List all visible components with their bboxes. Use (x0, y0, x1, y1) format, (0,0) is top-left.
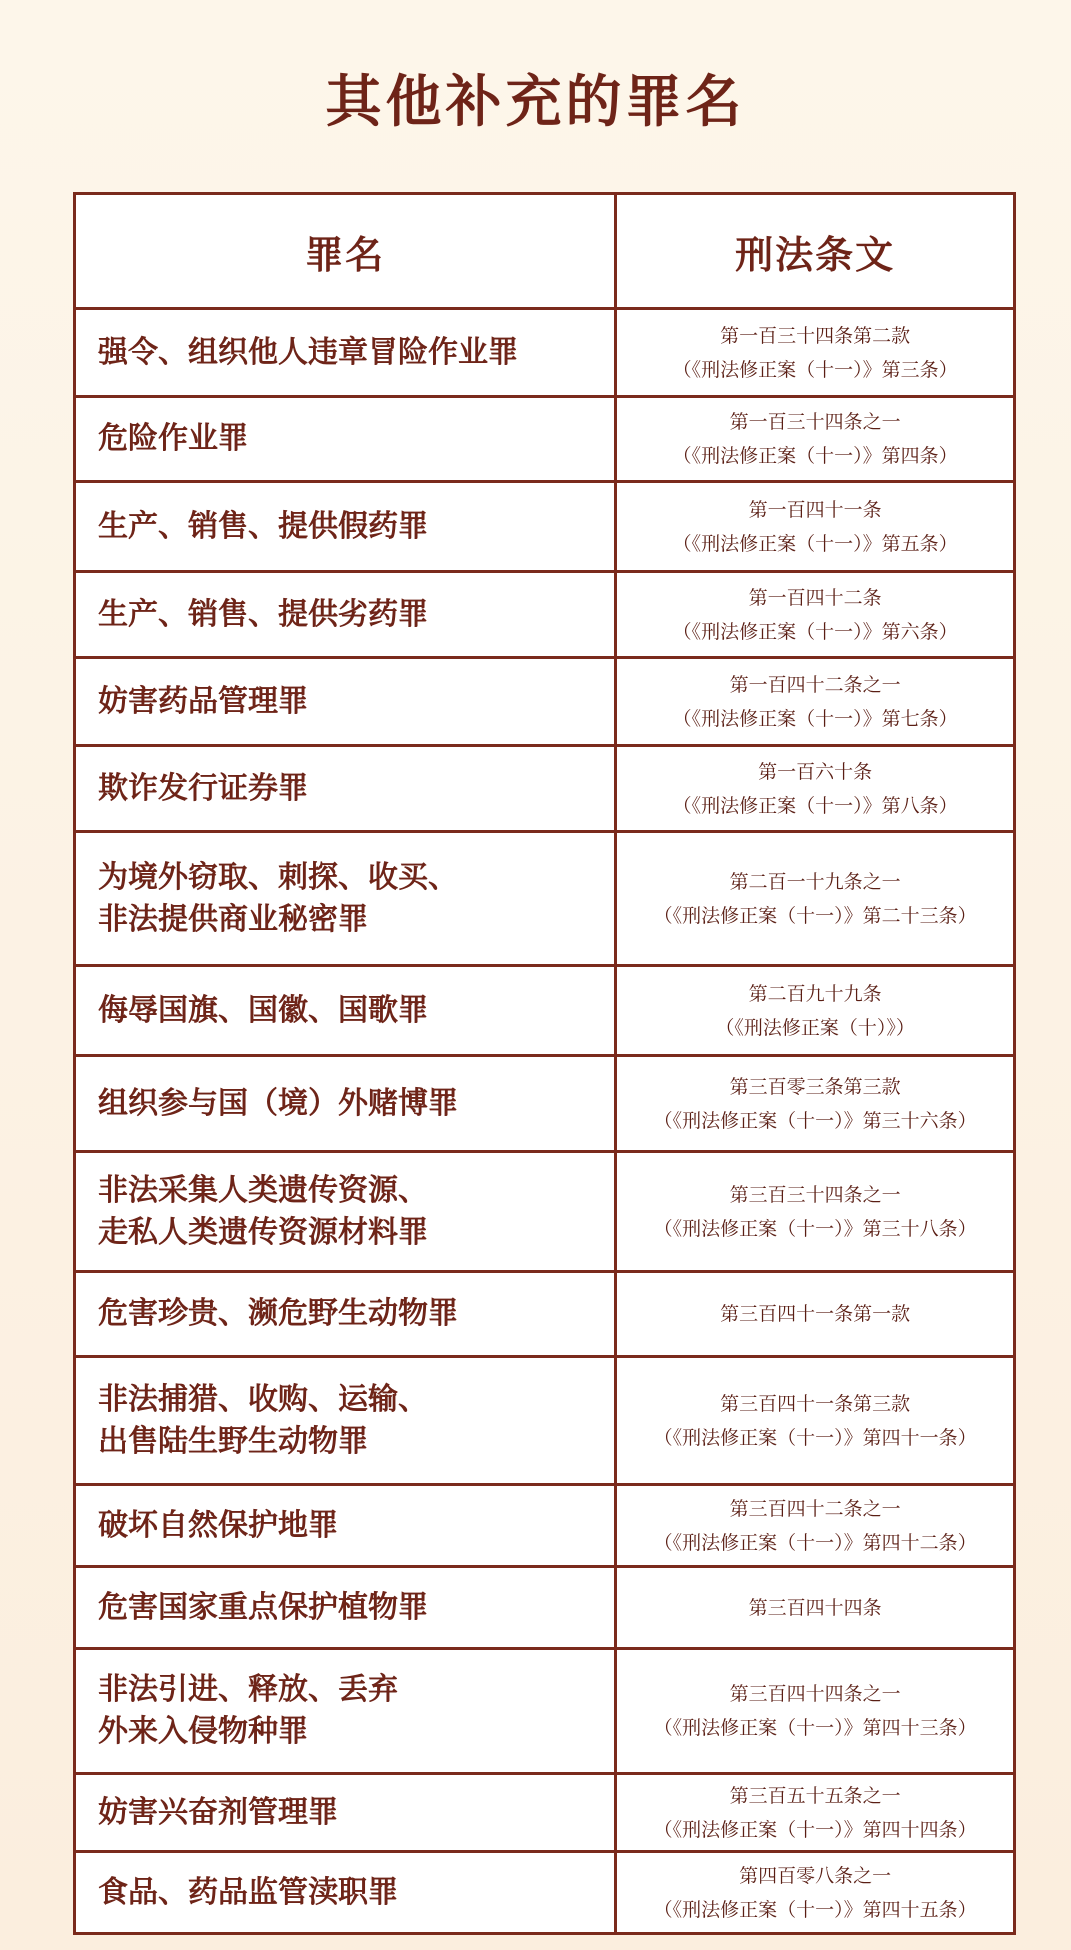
page-title: 其他补充的罪名 (325, 69, 746, 135)
crime-name-line: 妨害兴奋剂管理罪 (98, 1794, 338, 1830)
article-cell (616, 832, 1015, 966)
crime-name-cell (75, 966, 616, 1056)
article-cell (616, 482, 1015, 572)
crime-name-cell (75, 1485, 616, 1567)
article-line: （《刑法修正案（十一）》第四条） (672, 445, 958, 467)
table-row (75, 1852, 1015, 1934)
article-line: （《刑法修正案（十）》） (715, 1016, 915, 1039)
crime-name-cell (75, 1567, 616, 1649)
crime-name-cell (75, 1152, 616, 1272)
table-row (75, 1649, 1015, 1774)
crime-name-line: 走私人类遗传资源材料罪 (98, 1214, 428, 1250)
crime-name-cell (75, 1272, 616, 1357)
crime-name-cell (75, 658, 616, 746)
article-line: （《刑法修正案（十一）》第四十二条） (653, 1531, 977, 1554)
table-row (75, 832, 1015, 966)
table-row (75, 482, 1015, 572)
article-line: 第四百零八条之一 (739, 1864, 892, 1887)
article-line: （《刑法修正案（十一）》第二十三条） (653, 904, 977, 927)
article-cell (616, 1852, 1015, 1934)
crime-name-line: 危害珍贵、濒危野生动物罪 (98, 1296, 458, 1331)
crime-name-line: 非法提供商业秘密罪 (98, 901, 368, 937)
table-row (75, 1272, 1015, 1357)
article-line: （《刑法修正案（十一）》第八条） (672, 794, 958, 817)
article-line: 第一百四十二条之一 (729, 673, 901, 696)
article-line: （《刑法修正案（十一）》第四十一条） (653, 1426, 977, 1449)
crime-name-line: 为境外窃取、刺探、收买、 (98, 859, 458, 895)
article-line: 第三百四十一条第一款 (720, 1303, 911, 1325)
article-cell (616, 658, 1015, 746)
crime-name-line: 食品、药品监管渎职罪 (98, 1874, 398, 1910)
article-line: （《刑法修正案（十一）》第七条） (672, 707, 958, 730)
article-line: 第三百四十一条第三款 (720, 1392, 911, 1415)
article-line: 第一百四十一条 (748, 498, 882, 521)
article-cell (616, 1649, 1015, 1774)
crime-name-line: 非法引进、释放、丢弃 (98, 1672, 398, 1707)
crime-name-cell (75, 832, 616, 966)
crime-table (73, 192, 1016, 1935)
crime-name-line: 组织参与国（境）外赌博罪 (98, 1085, 458, 1121)
article-line: 第三百四十二条之一 (729, 1497, 901, 1520)
article-cell (616, 1152, 1015, 1272)
article-line: 第三百三十四条之一 (729, 1183, 901, 1206)
table-row (75, 966, 1015, 1056)
crime-name-cell (75, 482, 616, 572)
table-row (75, 1152, 1015, 1272)
article-cell (616, 1056, 1015, 1152)
crime-name-line: 侮辱国旗、国徽、国歌罪 (98, 992, 428, 1028)
crime-name-line: 危险作业罪 (98, 421, 248, 456)
article-cell (616, 1357, 1015, 1485)
crime-name-line: 强令、组织他人违章冒险作业罪 (98, 334, 518, 370)
crime-name-line: 欺诈发行证券罪 (98, 770, 308, 806)
article-line: （《刑法修正案（十一）》第三十六条） (653, 1109, 977, 1132)
article-line: 第三百五十五条之一 (729, 1784, 901, 1807)
article-cell (616, 1485, 1015, 1567)
article-line: （《刑法修正案（十一）》第五条） (672, 532, 958, 555)
article-line: 第二百一十九条之一 (729, 870, 901, 893)
table-row (75, 1774, 1015, 1852)
crime-name-line: 非法捕猎、收购、运输、 (98, 1381, 428, 1417)
table-row (75, 1357, 1015, 1485)
crime-name-cell (75, 1649, 616, 1774)
article-line: 第三百四十四条 (748, 1596, 882, 1619)
crime-name-cell (75, 746, 616, 832)
article-line: 第三百零三条第三款 (729, 1075, 901, 1098)
article-line: 第三百四十四条之一 (729, 1683, 901, 1705)
table-header-row (75, 194, 1015, 309)
crime-name-line: 外来入侵物种罪 (98, 1714, 308, 1749)
crime-name-line: 生产、销售、提供假药罪 (98, 508, 428, 544)
article-line: 第一百六十条 (758, 760, 873, 783)
article-line: （《刑法修正案（十一）》第四十三条） (653, 1717, 977, 1739)
crime-name-line: 生产、销售、提供劣药罪 (98, 596, 428, 632)
crime-name-cell (75, 309, 616, 397)
crime-table-container (73, 192, 1016, 1935)
article-cell (616, 746, 1015, 832)
table-row (75, 572, 1015, 658)
table-row (75, 1056, 1015, 1152)
article-cell (616, 966, 1015, 1056)
table-row (75, 1567, 1015, 1649)
header-crime-name: 罪名 (75, 194, 616, 309)
crime-name-cell (75, 1357, 616, 1485)
table-row (75, 309, 1015, 397)
crime-name-line: 出售陆生野生动物罪 (98, 1423, 368, 1459)
article-line: （《刑法修正案（十一）》第三十八条） (653, 1217, 977, 1240)
article-line: 第二百九十九条 (748, 982, 882, 1005)
crime-name-cell (75, 397, 616, 482)
article-line: （《刑法修正案（十一）》第三条） (672, 358, 958, 381)
article-cell (616, 309, 1015, 397)
crime-name-cell (75, 1774, 616, 1852)
table-row (75, 1485, 1015, 1567)
article-cell (616, 1774, 1015, 1852)
crime-name-cell (75, 1852, 616, 1934)
article-line: 第一百四十二条 (748, 586, 882, 609)
article-cell (616, 1567, 1015, 1649)
crime-name-line: 非法采集人类遗传资源、 (98, 1172, 428, 1208)
article-cell (616, 572, 1015, 658)
table-row (75, 658, 1015, 746)
header-article: 刑法条文 (616, 194, 1015, 309)
article-cell (616, 1272, 1015, 1357)
article-line: （《刑法修正案（十一）》第四十五条） (653, 1898, 977, 1921)
crime-name-cell (75, 572, 616, 658)
crime-name-cell (75, 1056, 616, 1152)
article-line: 第一百三十四条之一 (729, 411, 901, 433)
table-row (75, 397, 1015, 482)
crime-name-line: 妨害药品管理罪 (98, 683, 308, 719)
article-line: （《刑法修正案（十一）》第六条） (672, 620, 958, 643)
crime-name-line: 破坏自然保护地罪 (98, 1507, 338, 1543)
crime-name-line: 危害国家重点保护植物罪 (98, 1589, 428, 1625)
article-cell (616, 397, 1015, 482)
table-row (75, 746, 1015, 832)
article-line: （《刑法修正案（十一）》第四十四条） (653, 1818, 977, 1841)
article-line: 第一百三十四条第二款 (720, 324, 911, 347)
